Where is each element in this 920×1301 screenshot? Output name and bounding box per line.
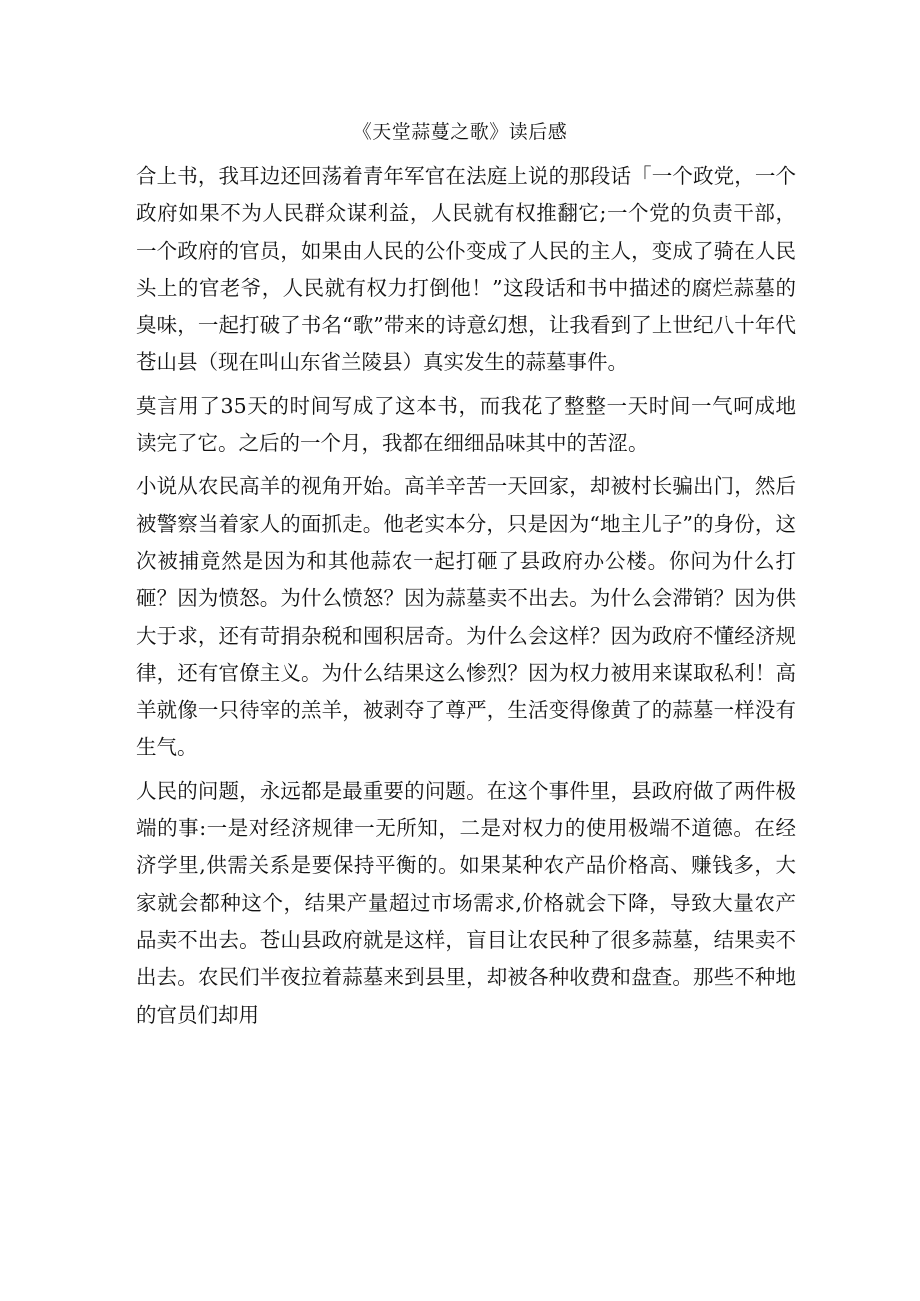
paragraph-2: 莫言用了35天的时间写成了这本书，而我花了整整一天时间一气呵成地读完了它。之后的一个月，我都在细细品味其中的苦涩。 [136, 393, 796, 456]
paragraph-4: 人民的问题，永远都是最重要的问题。在这个事件里，县政府做了两件极端的事:一是对经济规律一无所知，二是对权力的使用极端不道德。在经济学里,供需关系是要保持平衡的。如果某种农产品价格高、赚钱多，大家就会都种这个，结果产量超过市场需求,价格就会下降，导致大量农产品卖不出去。苍山县政府就是这样，盲目让农民种了很多蒜墓，结果卖不出去。农民们半夜拉着蒜墓来到县里，却被各种收费和盘查。那些不种地的官员们却用 [136, 778, 796, 1027]
document-title: 《天堂蒜蔓之歌》读后感 [352, 121, 568, 143]
paragraph-1: 合上书，我耳边还回荡着青年军官在法庭上说的那段话「一个政党，一个政府如果不为人民群众谋利益，人民就有权推翻它;一个党的负责干部，一个政府的官员，如果由人民的公仆变成了人民的主人，变成了骑在人民头上的官老爷，人民就有权力打倒他！”这段话和书中描述的腐烂蒜墓的臭味，一起打破了书名“歌”带来的诗意幻想，让我看到了上世纪八十年代苍山县（现在叫山东省兰陵县）真实发生的蒜墓事件。 [136, 164, 796, 375]
document-body [136, 158, 796, 1040]
paragraph-3: 小说从农民高羊的视角开始。高羊辛苦一天回家，却被村长骗出门，然后被警察当着家人的面抓走。他老实本分，只是因为“地主儿子”的身份，这次被捕竟然是因为和其他蒜农一起打砸了县政府办公楼。你问为什么打砸？因为愤怒。为什么愤怒？因为蒜墓卖不出去。为什么会滞销？因为供大于求，还有苛捐杂税和囤积居奇。为什么会这样？因为政府不懂经济规律，还有官僚主义。为什么结果这么惨烈？因为权力被用来谋取私利！高羊就像一只待宰的羔羊，被剥夺了尊严，生活变得像黄了的蒜墓一样没有生气。 [136, 474, 796, 760]
